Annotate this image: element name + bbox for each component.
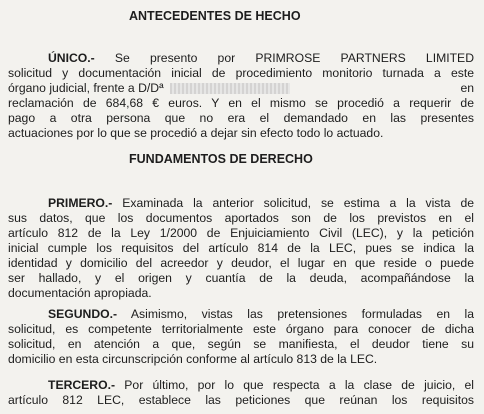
primero-line-5: identidad y domicilio del acreedor y deudor, el lugar en que reside o puede <box>8 256 474 270</box>
primero-line-6: ser hallado, y el origen y cuantía de la deuda, acompañándose la <box>8 271 474 285</box>
unico-line-5: pago a otra persona que no era el demandado en las presentes <box>8 111 474 125</box>
primero-line-3: artículo 812 de la Ley 1/2000 de Enjuiciamiento Civil (LEC), y la petición <box>8 226 474 240</box>
unico-label: ÚNICO.- <box>48 51 95 65</box>
primero-line-2: sus datos, que los documentos aportados son de los previstos en el <box>8 211 474 225</box>
tercero-label: TERCERO.- <box>48 378 116 392</box>
redacted-name <box>170 83 290 94</box>
unico-line-4: reclamación de 684,68 € euros. Y en el mismo se procedió a requerir de <box>8 96 474 110</box>
segundo-label: SEGUNDO.- <box>48 307 118 321</box>
primero-line-4: inicial cumple los requisitos del artículo 814 de la LEC, pues se indica la <box>8 241 474 255</box>
segundo-line-3: solicitud, en atención a que, según se manifiesta, el deudor tiene su <box>8 337 474 351</box>
unico-line-3: órgano judicial, frente a D/Dª en <box>8 81 474 95</box>
unico-line-1: ÚNICO.- Se presento por PRIMROSE PARTNERS LIMITED <box>48 51 474 65</box>
heading-antecedentes: ANTECEDENTES DE HECHO <box>129 9 301 23</box>
tercero-line-2: artículo 812 LEC, establece las peticiones que reúnan los requisitos <box>8 393 474 407</box>
segundo-line-2: solicitud, es competente territorialmente este órgano para conocer de dicha <box>8 322 474 336</box>
primero-line-7: documentación apropiada. <box>8 286 152 300</box>
primero-line-1: PRIMERO.- Examinada la anterior solicitud, se estima a la vista de <box>48 196 474 210</box>
segundo-line-1: SEGUNDO.- Asimismo, vistas las pretensiones formuladas en la <box>48 307 474 321</box>
unico-line-2: solicitud y documentación inicial de procedimiento monitorio turnada a este <box>8 66 474 80</box>
tercero-line-1: TERCERO.- Por último, por lo que respecta a la clase de juicio, el <box>48 378 474 392</box>
primero-label: PRIMERO.- <box>48 196 113 210</box>
segundo-line-4: domicilio en esta circunscripción conforme al artículo 813 de la LEC. <box>8 352 378 366</box>
heading-fundamentos: FUNDAMENTOS DE DERECHO <box>129 152 313 166</box>
unico-line-6: actuaciones por lo que se procedió a dejar sin efecto todo lo actuado. <box>8 126 384 140</box>
